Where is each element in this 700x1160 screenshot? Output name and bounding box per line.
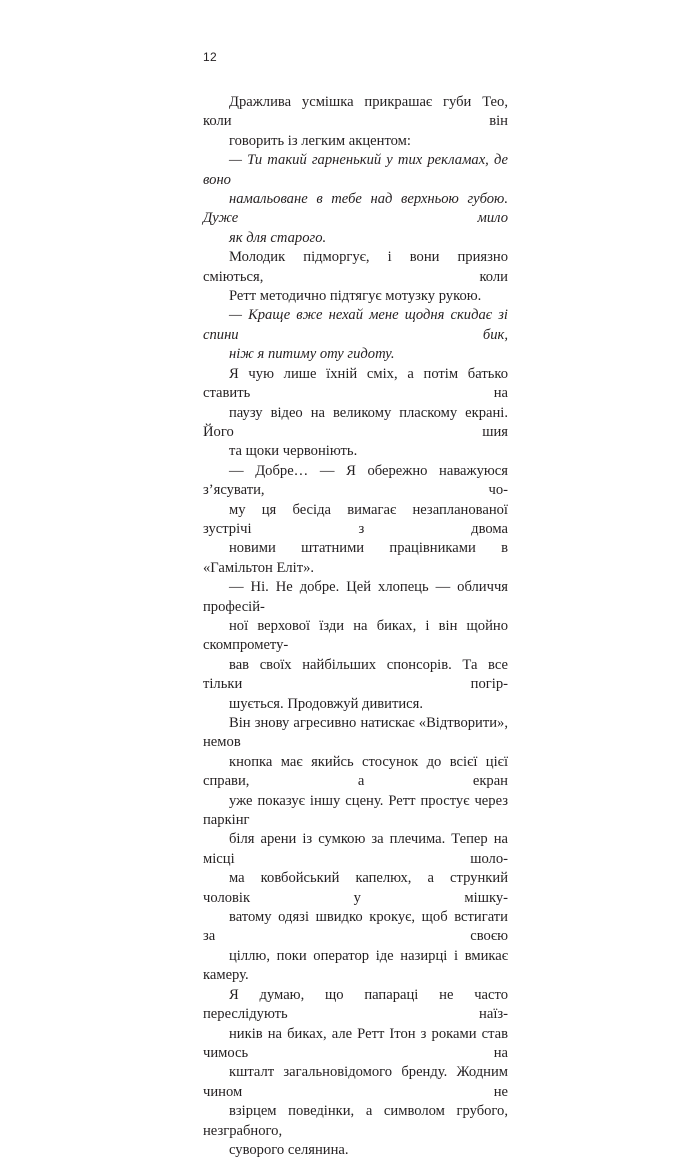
text-line: ма ковбойський капелюх, а стрункий чоловік у мішку-	[203, 870, 508, 906]
text-line: — Ти такий гарненький у тих рекламах, де воно	[203, 152, 508, 188]
text-line: вав своїх найбільших спонсорів. Та все тільки погір-	[203, 656, 508, 693]
paragraph	[203, 986, 508, 1160]
paragraph	[203, 714, 508, 986]
text-line: як для старого.	[229, 229, 327, 246]
text-line: паузу відео на великому пласкому екрані. Його шия	[203, 404, 508, 440]
dialogue-paragraph	[203, 306, 508, 364]
body-text	[203, 93, 508, 1160]
page-number: 12	[203, 50, 217, 64]
text-line: Молодик підморгує, і вони приязно сміються, коли	[203, 249, 508, 285]
text-line: суворого селянина.	[229, 1141, 349, 1158]
text-line: Ретт методично підтягує мотузку рукою.	[229, 288, 482, 305]
dialogue-paragraph	[203, 151, 508, 248]
text-line: кшталт загальновідомого бренду. Жодним чином не	[203, 1064, 508, 1100]
text-line: — Ні. Не добре. Цей хлопець — обличчя професій-	[203, 579, 508, 615]
text-line: намальоване в тебе над верхньою губою. Дуже мило	[203, 191, 508, 227]
text-line: біля арени із сумкою за плечима. Тепер на місці шоло-	[203, 831, 508, 867]
paragraph	[203, 578, 508, 714]
text-line: Я чую лише їхній сміх, а потім батько ставить на	[203, 365, 508, 402]
text-line: ватому одязі швидко крокує, щоб встигати за своєю	[203, 909, 508, 945]
text-line: ників на биках, але Ретт Ітон з роками став чимось на	[203, 1025, 508, 1061]
text-line: ної верхової їзди на биках, і він щойно скомпромету-	[203, 617, 508, 654]
text-line: взірцем поведінки, а символом грубого, незграбного,	[203, 1103, 508, 1139]
paragraph	[203, 248, 508, 306]
text-line: Я думаю, що папараці не часто переслідують наїз-	[203, 986, 508, 1023]
text-line: Він знову агресивно натискає «Відтворити», немов	[203, 715, 508, 751]
text-line: шується. Продовжуй дивитися.	[229, 695, 424, 712]
text-line: говорить із легким акцентом:	[229, 132, 411, 149]
text-line: уже показує іншу сцену. Ретт простує через паркінг	[203, 792, 508, 829]
text-line: новими штатними працівниками в «Гамільтон Еліт».	[203, 540, 508, 576]
text-line: ціллю, поки оператор іде назирці і вмикає камеру.	[203, 947, 508, 984]
text-line: ніж я питиму оту гидоту.	[229, 346, 395, 363]
paragraph	[203, 365, 508, 462]
paragraph	[203, 93, 508, 151]
text-line: му ця бесіда вимагає незапланованої зустрічі з двома	[203, 501, 508, 537]
text-line: Дражлива усмішка прикрашає губи Тео, коли він	[203, 94, 508, 130]
text-line: — Краще вже нехай мене щодня скидає зі спини бик,	[203, 307, 508, 343]
text-line: — Добре… — Я обережно наважуюся з’ясувати, чо-	[203, 462, 508, 499]
text-line: та щоки червоніють.	[229, 443, 358, 460]
text-line: кнопка має якийсь стосунок до всієї цієї справи, а екран	[203, 753, 508, 790]
paragraph	[203, 462, 508, 578]
